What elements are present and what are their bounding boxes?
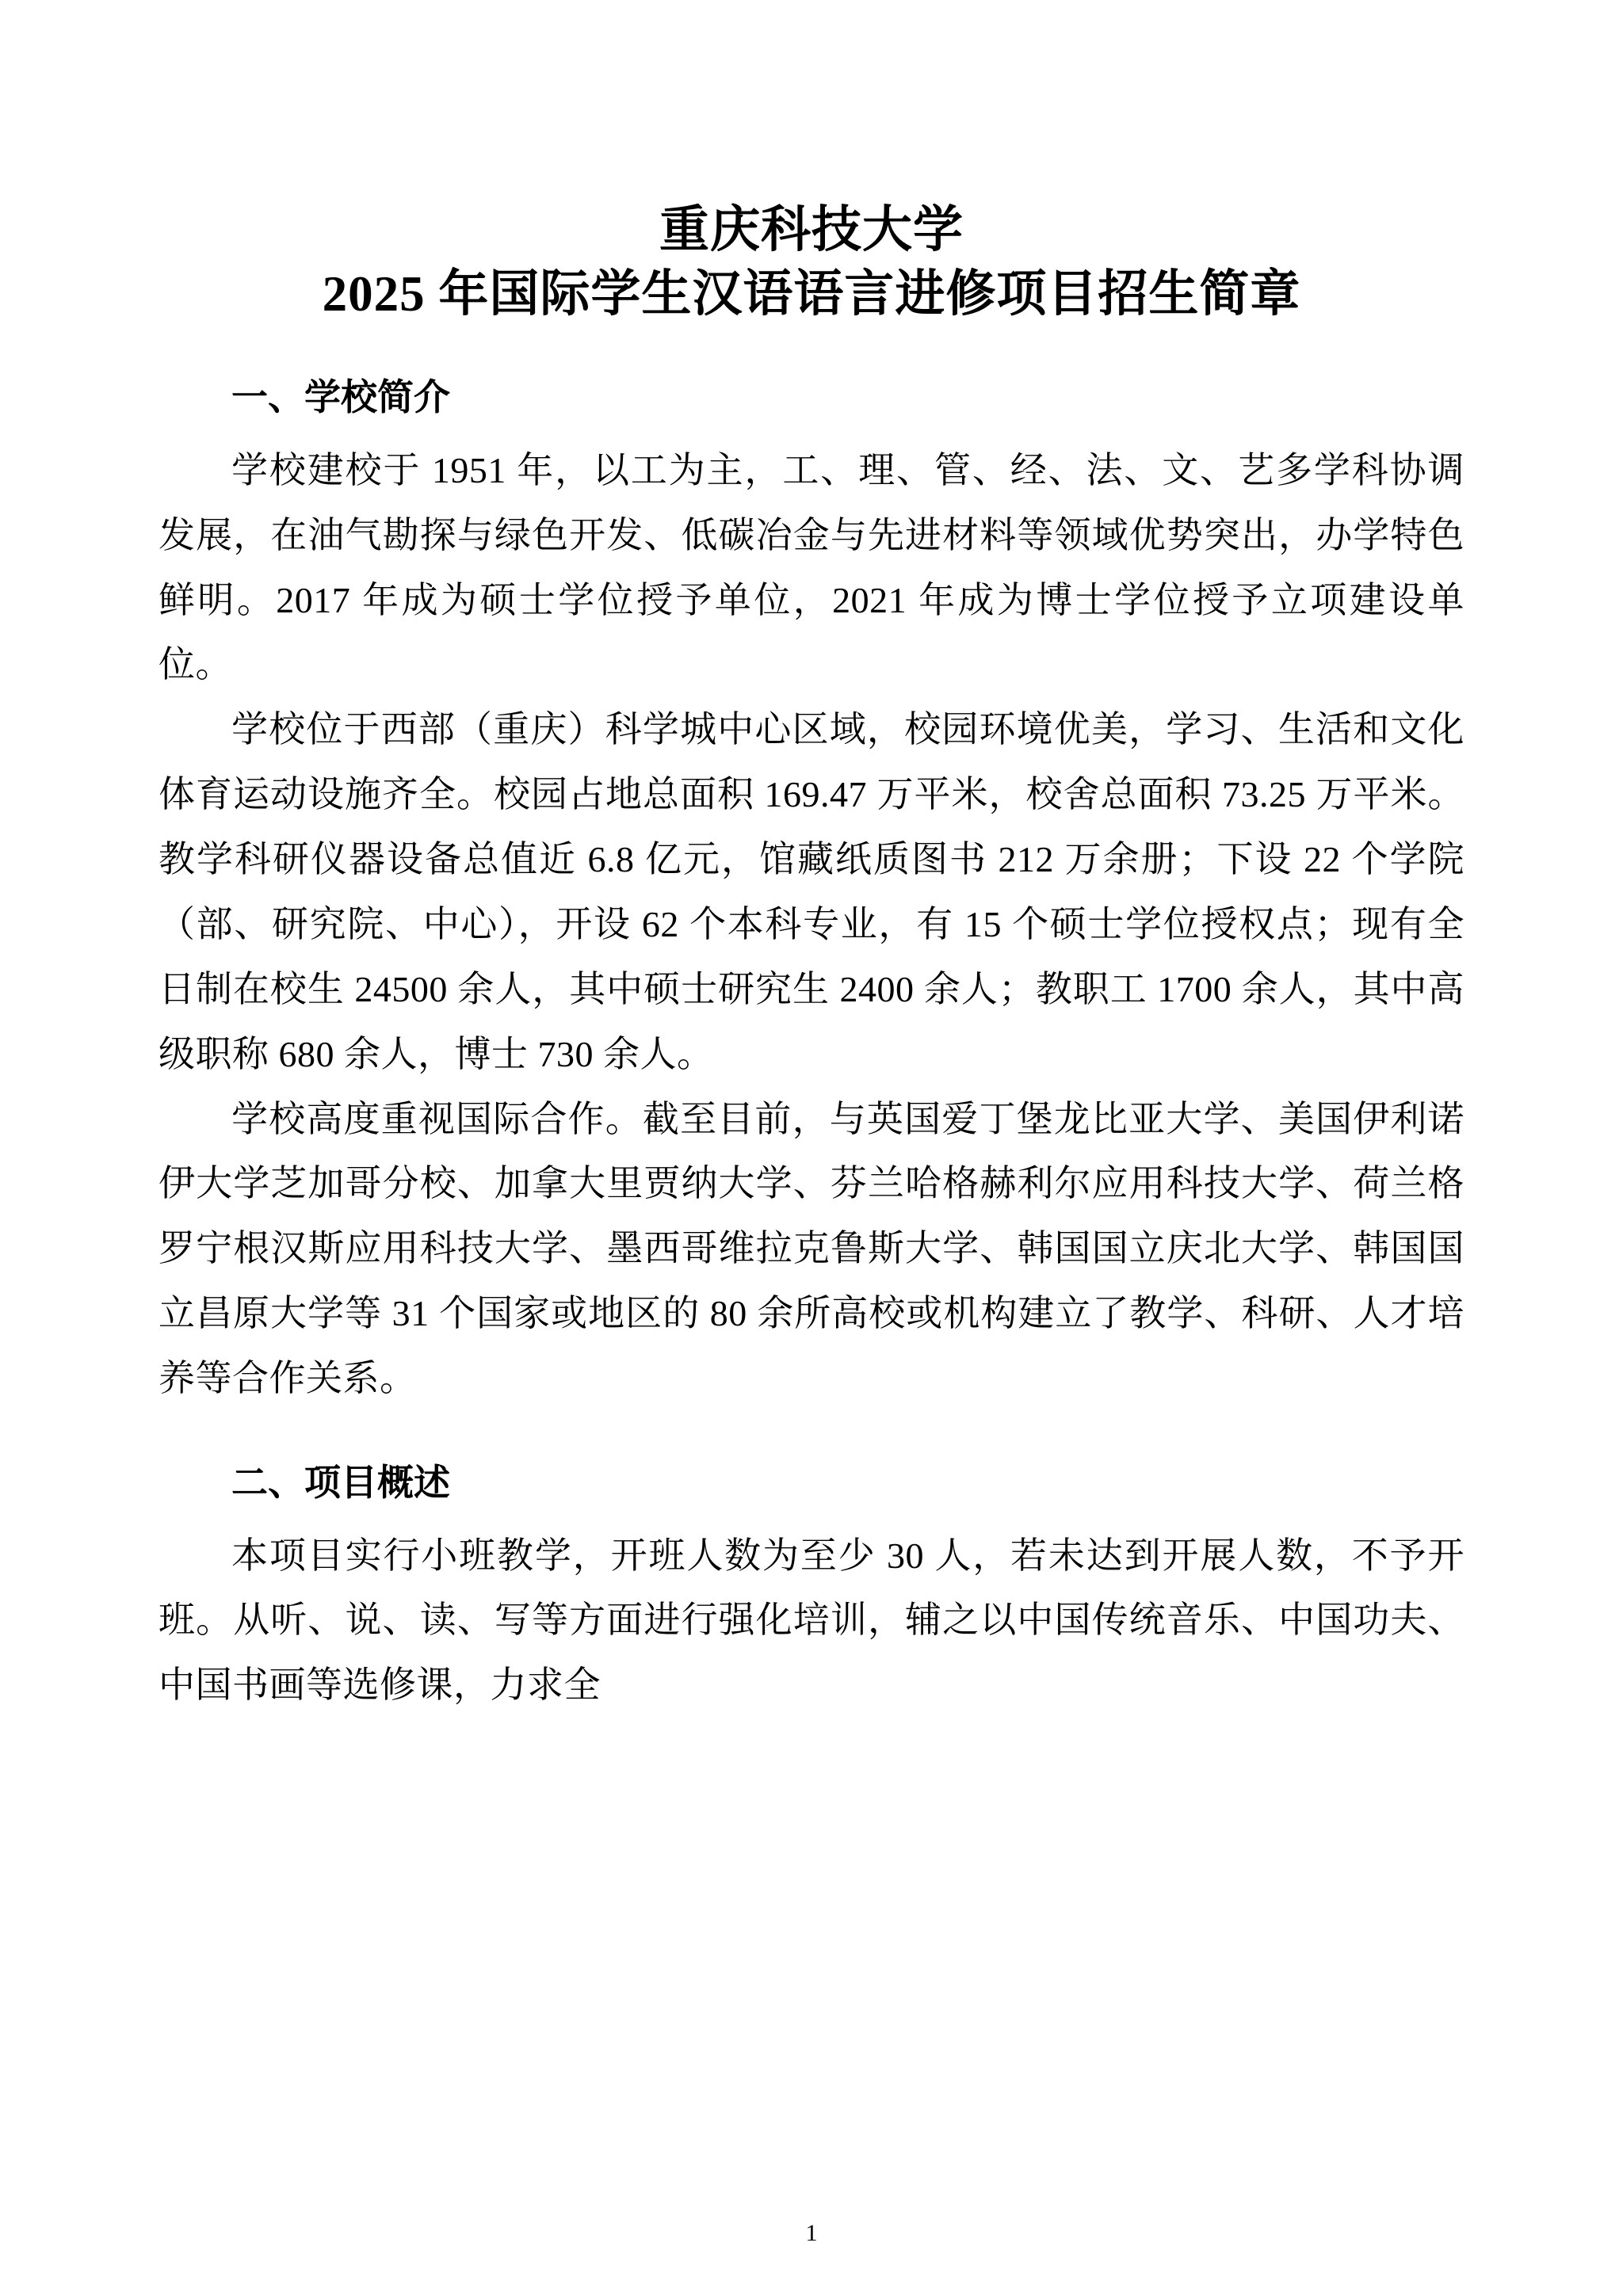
page-number: 1 bbox=[805, 2220, 818, 2246]
section-heading-school-introduction: 一、学校简介 bbox=[231, 376, 450, 418]
paragraph: 本项目实行小班教学，开班人数为至少 30 人，若未达到开展人数，不予开班。从听、说、读、写等方面进行强化培训，辅之以中国传统音乐、中国功夫、中国书画等选修课，力求全 bbox=[158, 1535, 1465, 1706]
section-program-overview bbox=[158, 1454, 1465, 1718]
paragraph: 学校位于西部（重庆）科学城中心区域，校园环境优美，学习、生活和文化体育运动设施齐全。校园占地总面积 169.47 万平米，校舍总面积 73.25 万平米。教学科研仪器设备总值近 6.8 亿元，馆藏纸质图书 212 万余册；下设 22 个学院（部、研究院、中心），开设 62 个本科专业，有 15 个硕士学位授权点；现有全日制在校生 24500 余人，其中硕士研究生 2400 余人；教职工 1700 余人，其中高级职称 680 余人，博士 730 余人。 bbox=[158, 709, 1465, 1074]
section-body-school-introduction bbox=[158, 438, 1465, 1411]
section-school-introduction bbox=[158, 368, 1465, 1411]
section-heading-program-overview: 二、项目概述 bbox=[231, 1461, 450, 1503]
section-body-program-overview bbox=[158, 1524, 1465, 1718]
paragraph: 学校建校于 1951 年，以工为主，工、理、管、经、法、文、艺多学科协调发展，在油气勘探与绿色开发、低碳冶金与先进材料等领域优势突出，办学特色鲜明。2017 年成为硕士学位授予单位，2021 年成为博士学位授予立项建设单位。 bbox=[158, 449, 1465, 685]
document-title-line-1: 重庆科技大学 bbox=[659, 202, 964, 257]
paragraph: 学校高度重视国际合作。截至目前，与英国爱丁堡龙比亚大学、美国伊利诺伊大学芝加哥分校、加拿大里贾纳大学、芬兰哈格赫利尔应用科技大学、荷兰格罗宁根汉斯应用科技大学、墨西哥维拉克鲁斯大学、韩国国立庆北大学、韩国国立昌原大学等 31 个国家或地区的 80 余所高校或机构建立了教学、科研、人才培养等合作关系。 bbox=[158, 1098, 1465, 1399]
document-title-line-2: 2025 年国际学生汉语语言进修项目招生简章 bbox=[322, 265, 1301, 322]
page-title bbox=[158, 198, 1465, 326]
document-title bbox=[158, 198, 1465, 326]
